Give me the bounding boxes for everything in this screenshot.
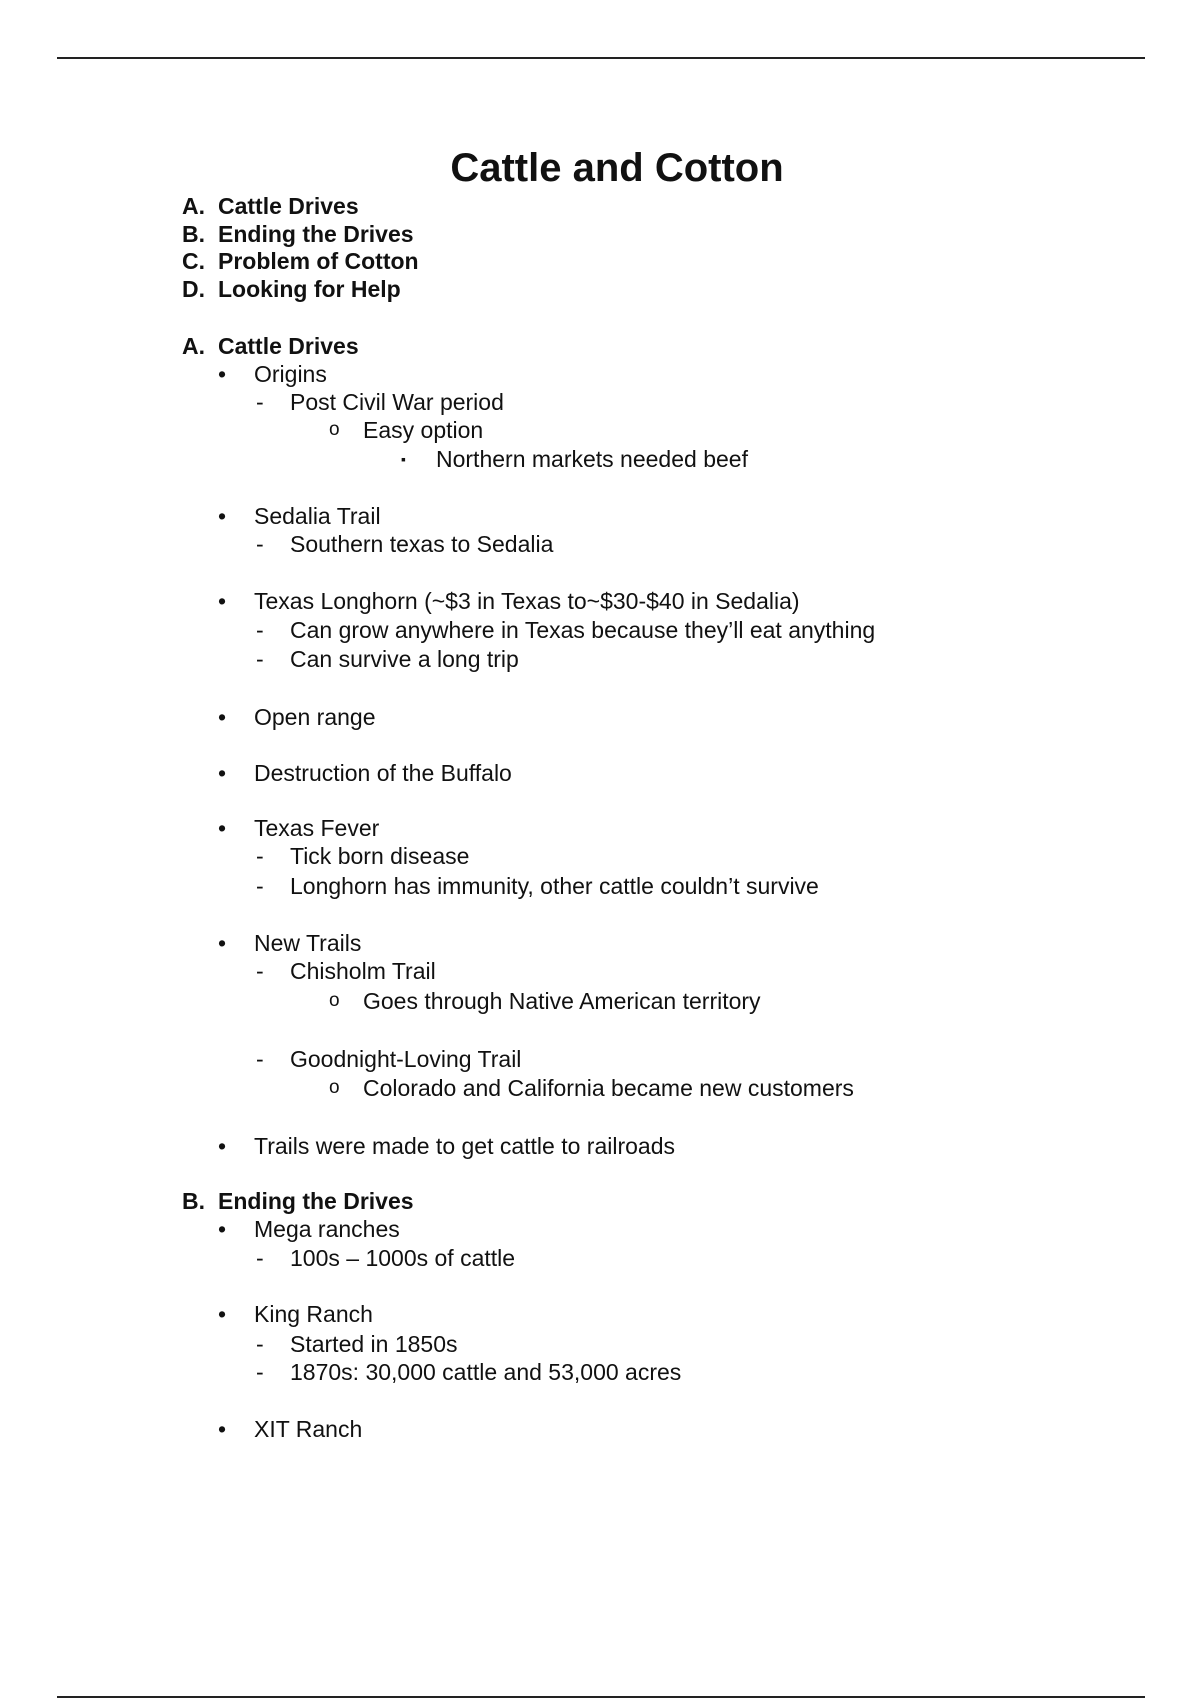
dash-marker: -: [256, 1331, 264, 1357]
section-b-heading: Ending the Drives: [218, 1188, 414, 1214]
section-a-marker: A.: [182, 333, 205, 359]
outline-item-ending-drives: Ending the Drives: [218, 221, 414, 247]
railroads-item: Trails were made to get cattle to railroads: [254, 1133, 675, 1159]
sedalia-trail-item: Sedalia Trail: [254, 503, 381, 529]
mega-ranches-item: Mega ranches: [254, 1216, 400, 1242]
dash-marker: -: [256, 873, 264, 899]
dash-marker: -: [256, 958, 264, 984]
bullet-marker: •: [218, 704, 227, 730]
bullet-marker: •: [218, 815, 227, 841]
dash-marker: -: [256, 646, 264, 672]
outline-marker-c: C.: [182, 248, 205, 274]
dash-marker: -: [256, 1046, 264, 1072]
texas-longhorn-item: Texas Longhorn (~$3 in Texas to~$30-$40 in Sedalia): [254, 588, 800, 614]
chisholm-trail-item: Chisholm Trail: [290, 958, 436, 984]
bullet-marker: •: [218, 1216, 227, 1242]
texas-fever-item: Texas Fever: [254, 815, 380, 841]
bullet-marker: •: [218, 760, 227, 786]
circle-marker: o: [329, 990, 340, 1011]
new-trails-item: New Trails: [254, 930, 362, 956]
chisholm-note-item: Goes through Native American territory: [363, 988, 761, 1014]
dash-marker: -: [256, 617, 264, 643]
outline-item-looking-help: Looking for Help: [218, 276, 401, 302]
bullet-marker: •: [218, 503, 227, 529]
mega-ranches-sub-item: 100s – 1000s of cattle: [290, 1245, 516, 1271]
square-marker: ▪: [401, 451, 406, 467]
outline-marker-d: D.: [182, 276, 205, 302]
outline-marker-b: B.: [182, 221, 205, 247]
bullet-marker: •: [218, 930, 227, 956]
outline-item-problem-cotton: Problem of Cotton: [218, 248, 419, 274]
open-range-item: Open range: [254, 704, 376, 730]
easy-option-item: Easy option: [363, 417, 484, 443]
goodnight-note-item: Colorado and California became new customers: [363, 1075, 854, 1101]
king-ranch-sub-item: 1870s: 30,000 cattle and 53,000 acres: [290, 1359, 682, 1385]
bullet-marker: •: [218, 1133, 227, 1159]
northern-markets-item: Northern markets needed beef: [436, 446, 748, 472]
post-civil-war-item: Post Civil War period: [290, 389, 504, 415]
bullet-marker: •: [218, 361, 227, 387]
origins-item: Origins: [254, 361, 327, 387]
dash-marker: -: [256, 389, 264, 415]
xit-ranch-item: XIT Ranch: [254, 1416, 363, 1442]
longhorn-sub-item: Can grow anywhere in Texas because they’ll eat anything: [290, 617, 876, 643]
texas-fever-sub-item: Tick born disease: [290, 843, 470, 869]
bullet-marker: •: [218, 588, 227, 614]
bullet-marker: •: [218, 1301, 227, 1327]
outline-marker-a: A.: [182, 193, 205, 219]
page-title: Cattle and Cotton: [450, 146, 784, 190]
dash-marker: -: [256, 1245, 264, 1271]
king-ranch-sub-item: Started in 1850s: [290, 1331, 458, 1357]
longhorn-sub-item: Can survive a long trip: [290, 646, 519, 672]
bottom-rule: [57, 1696, 1145, 1698]
circle-marker: o: [329, 1077, 340, 1098]
buffalo-item: Destruction of the Buffalo: [254, 760, 512, 786]
sedalia-sub-item: Southern texas to Sedalia: [290, 531, 554, 557]
dash-marker: -: [256, 843, 264, 869]
goodnight-loving-trail-item: Goodnight-Loving Trail: [290, 1046, 522, 1072]
top-rule: [57, 57, 1145, 59]
dash-marker: -: [256, 1359, 264, 1385]
section-a-heading: Cattle Drives: [218, 333, 359, 359]
dash-marker: -: [256, 531, 264, 557]
bullet-marker: •: [218, 1416, 227, 1442]
texas-fever-sub-item: Longhorn has immunity, other cattle couldn’t survive: [290, 873, 819, 899]
section-b-marker: B.: [182, 1188, 205, 1214]
outline-item-cattle-drives: Cattle Drives: [218, 193, 359, 219]
king-ranch-item: King Ranch: [254, 1301, 373, 1327]
circle-marker: o: [329, 419, 340, 440]
